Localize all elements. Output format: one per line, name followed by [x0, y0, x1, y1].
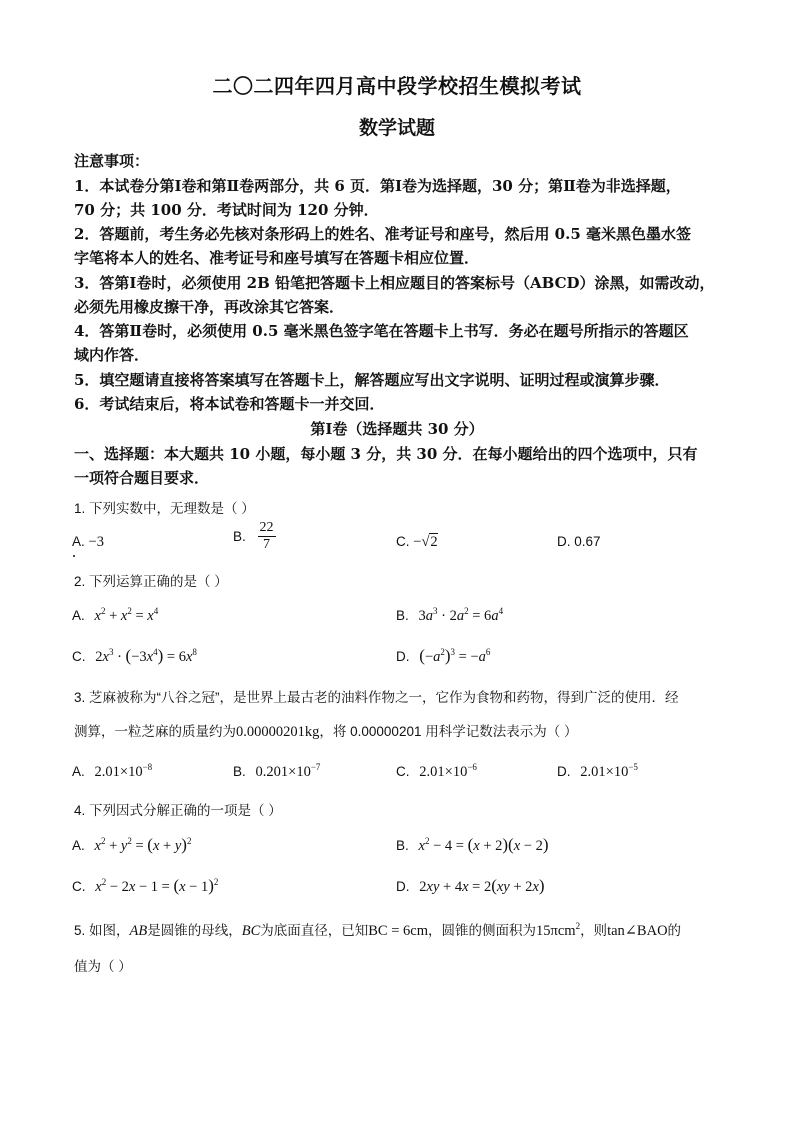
question-5-stem: 5. 如图，AB是圆锥的母线，BC为底面直径，已知BC = 6cm，圆锥的侧面积为15πcm$^2$，则tan∠BAO的: [74, 921, 682, 939]
question-4-stem: 4. 下列因式分解正确的一项是（ ）: [74, 803, 282, 818]
q5-text: ，则: [580, 923, 608, 938]
q5-text: 为底面直径，已知: [260, 923, 369, 938]
q3-a-exp: −8: [142, 762, 153, 772]
q2-option-c: C. $2x^3 \cdot (-3x^4) = 6x^8$: [72, 646, 197, 665]
q5-tan: tan∠BAO: [607, 923, 668, 939]
q3-option-b: [233, 762, 320, 781]
notice-line: 域内作答．: [74, 346, 150, 364]
q3-b-exp: −7: [310, 762, 321, 772]
q1-b-numerator: 22: [259, 520, 274, 535]
section-instruction: 一项符合题目要求．: [74, 469, 210, 487]
question-5-stem-line2: 值为（ ）: [74, 959, 132, 974]
option-label: C.: [396, 534, 410, 549]
q5-text: 5. 如图，: [74, 923, 130, 938]
q5-bc: BC: [241, 923, 261, 939]
q3-option-d: [557, 762, 638, 781]
option-label: B.: [233, 764, 246, 779]
question-3-stem-line2: [74, 720, 578, 741]
q1-option-a: [72, 534, 104, 551]
notice-line: 5．填空题请直接将答案填写在答题卡上，解答题应写出文字说明、证明过程或演算步骤．: [74, 371, 670, 389]
option-label: D.: [396, 879, 410, 894]
q4-option-a: A. $x^2 + y^2 = (x + y)^2$: [72, 835, 192, 854]
option-label: A.: [72, 608, 85, 623]
notice-heading: 注意事项：: [74, 152, 150, 170]
option-label: A.: [72, 534, 85, 549]
q2-option-a: A. $x^2 + x^2 = x^4$: [72, 606, 159, 624]
option-label: C.: [396, 764, 410, 779]
q4-option-c: C. $x^2 - 2x - 1 = (x - 1)^2$: [72, 876, 219, 895]
option-label: B.: [396, 838, 409, 853]
page-title: 二〇二四年四月高中段学校招生模拟考试: [212, 74, 582, 98]
notice-line: 字笔将本人的姓名、准考证号和座号填写在答题卡相应位置．: [74, 249, 480, 267]
q3-c-exp: −6: [467, 762, 477, 772]
question-1-stem: 1. 下列实数中，无理数是（ ）: [74, 501, 255, 516]
q5-area: 15πcm: [536, 923, 576, 939]
page-subtitle: 数学试题: [358, 117, 435, 139]
q1-c-sign: −: [413, 534, 422, 550]
q2-option-d: D. $(-a^2)^3 = -a^6$: [396, 646, 491, 665]
q3-d-base: 2.01×10: [580, 764, 629, 780]
q4-option-b: B. $x^2 - 4 = (x + 2)(x - 2)$: [396, 835, 549, 854]
q1-option-b: [233, 520, 276, 553]
q5-text: ，圆锥的侧面积为: [428, 923, 537, 938]
q1-c-radicand: 2: [430, 534, 438, 550]
notice-line: 2．答题前，考生务必先核对条形码上的姓名、准考证号和座号，然后用 0.5 毫米黑色墨水签: [74, 225, 691, 243]
option-label: C.: [72, 879, 86, 894]
notice-line: 1．本试卷分第Ⅰ卷和第Ⅱ卷两部分，共 6 页．第Ⅰ卷为选择题，30 分；第Ⅱ卷为非选择题，: [74, 177, 681, 195]
notice-line: 70 分；共 100 分．考试时间为 120 分钟．: [74, 201, 379, 219]
notice-line: 6．考试结束后，将本试卷和答题卡一并交回．: [74, 395, 385, 413]
q3-text: 用科学记数法表示为（ ）: [425, 724, 578, 739]
q1-a-value: −3: [88, 534, 104, 550]
q3-a-base: 2.01×10: [94, 764, 143, 780]
q5-text: 是圆锥的母线，: [147, 923, 242, 938]
part1-heading: 第Ⅰ卷（选择题共 30 分）: [310, 420, 484, 438]
notice-line: 3．答第Ⅰ卷时，必须使用 2B 铅笔把答题卡上相应题目的答案标号（ABCD）涂黑，如需改动，: [74, 274, 715, 292]
q1-option-d: [557, 534, 601, 549]
q3-number: 0.00000201: [350, 724, 422, 739]
q2-option-b: B. $3a^3 \cdot 2a^2 = 6a^4$: [396, 606, 504, 624]
notice-line: 必须先用橡皮擦干净，再改涂其它答案．: [74, 298, 345, 316]
q3-option-a: [72, 762, 152, 781]
option-label: D.: [396, 649, 410, 664]
option-label: A.: [72, 764, 85, 779]
q3-c-base: 2.01×10: [419, 764, 468, 780]
q3-d-exp: −5: [628, 762, 638, 772]
q3-b-base: 0.201×10: [255, 764, 311, 780]
q4-option-d: D. 2xy + 4x = 2(xy + 2x): [396, 876, 545, 895]
option-label: D.: [557, 534, 571, 549]
section-instruction: 一、选择题：本大题共 10 小题，每小题 3 分，共 30 分．在每小题给出的四个选项中，只有: [74, 445, 698, 463]
q1-option-c: C. −√2: [396, 534, 438, 550]
question-2-stem: 2. 下列运算正确的是（ ）: [74, 574, 228, 589]
q3-option-c: [396, 762, 477, 781]
q1-d-value: 0.67: [574, 534, 601, 549]
option-label: A.: [72, 838, 85, 853]
q1-b-denominator: 7: [263, 537, 271, 552]
notice-line: 4．答第Ⅱ卷时，必须使用 0.5 毫米黑色签字笔在答题卡上书写．务必在题号所指示的答题区: [74, 322, 689, 340]
question-3-stem: 3. 芝麻被称为“八谷之冠”，是世界上最古老的油料作物之一，它作为食物和药物，得到广泛的使用．经: [74, 690, 679, 705]
q5-bc-value: BC = 6cm: [368, 923, 429, 939]
q5-ab: AB: [129, 923, 148, 939]
option-label: B.: [233, 529, 246, 544]
option-label: C.: [72, 649, 86, 664]
q5-text: 的: [667, 923, 682, 938]
q3-mass: 0.00000201kg: [236, 724, 320, 740]
option-label: B.: [396, 608, 409, 623]
option-label: D.: [557, 764, 571, 779]
q3-text: ，将: [319, 724, 347, 739]
q3-text: 测算，一粒芝麻的质量约为: [74, 724, 236, 739]
